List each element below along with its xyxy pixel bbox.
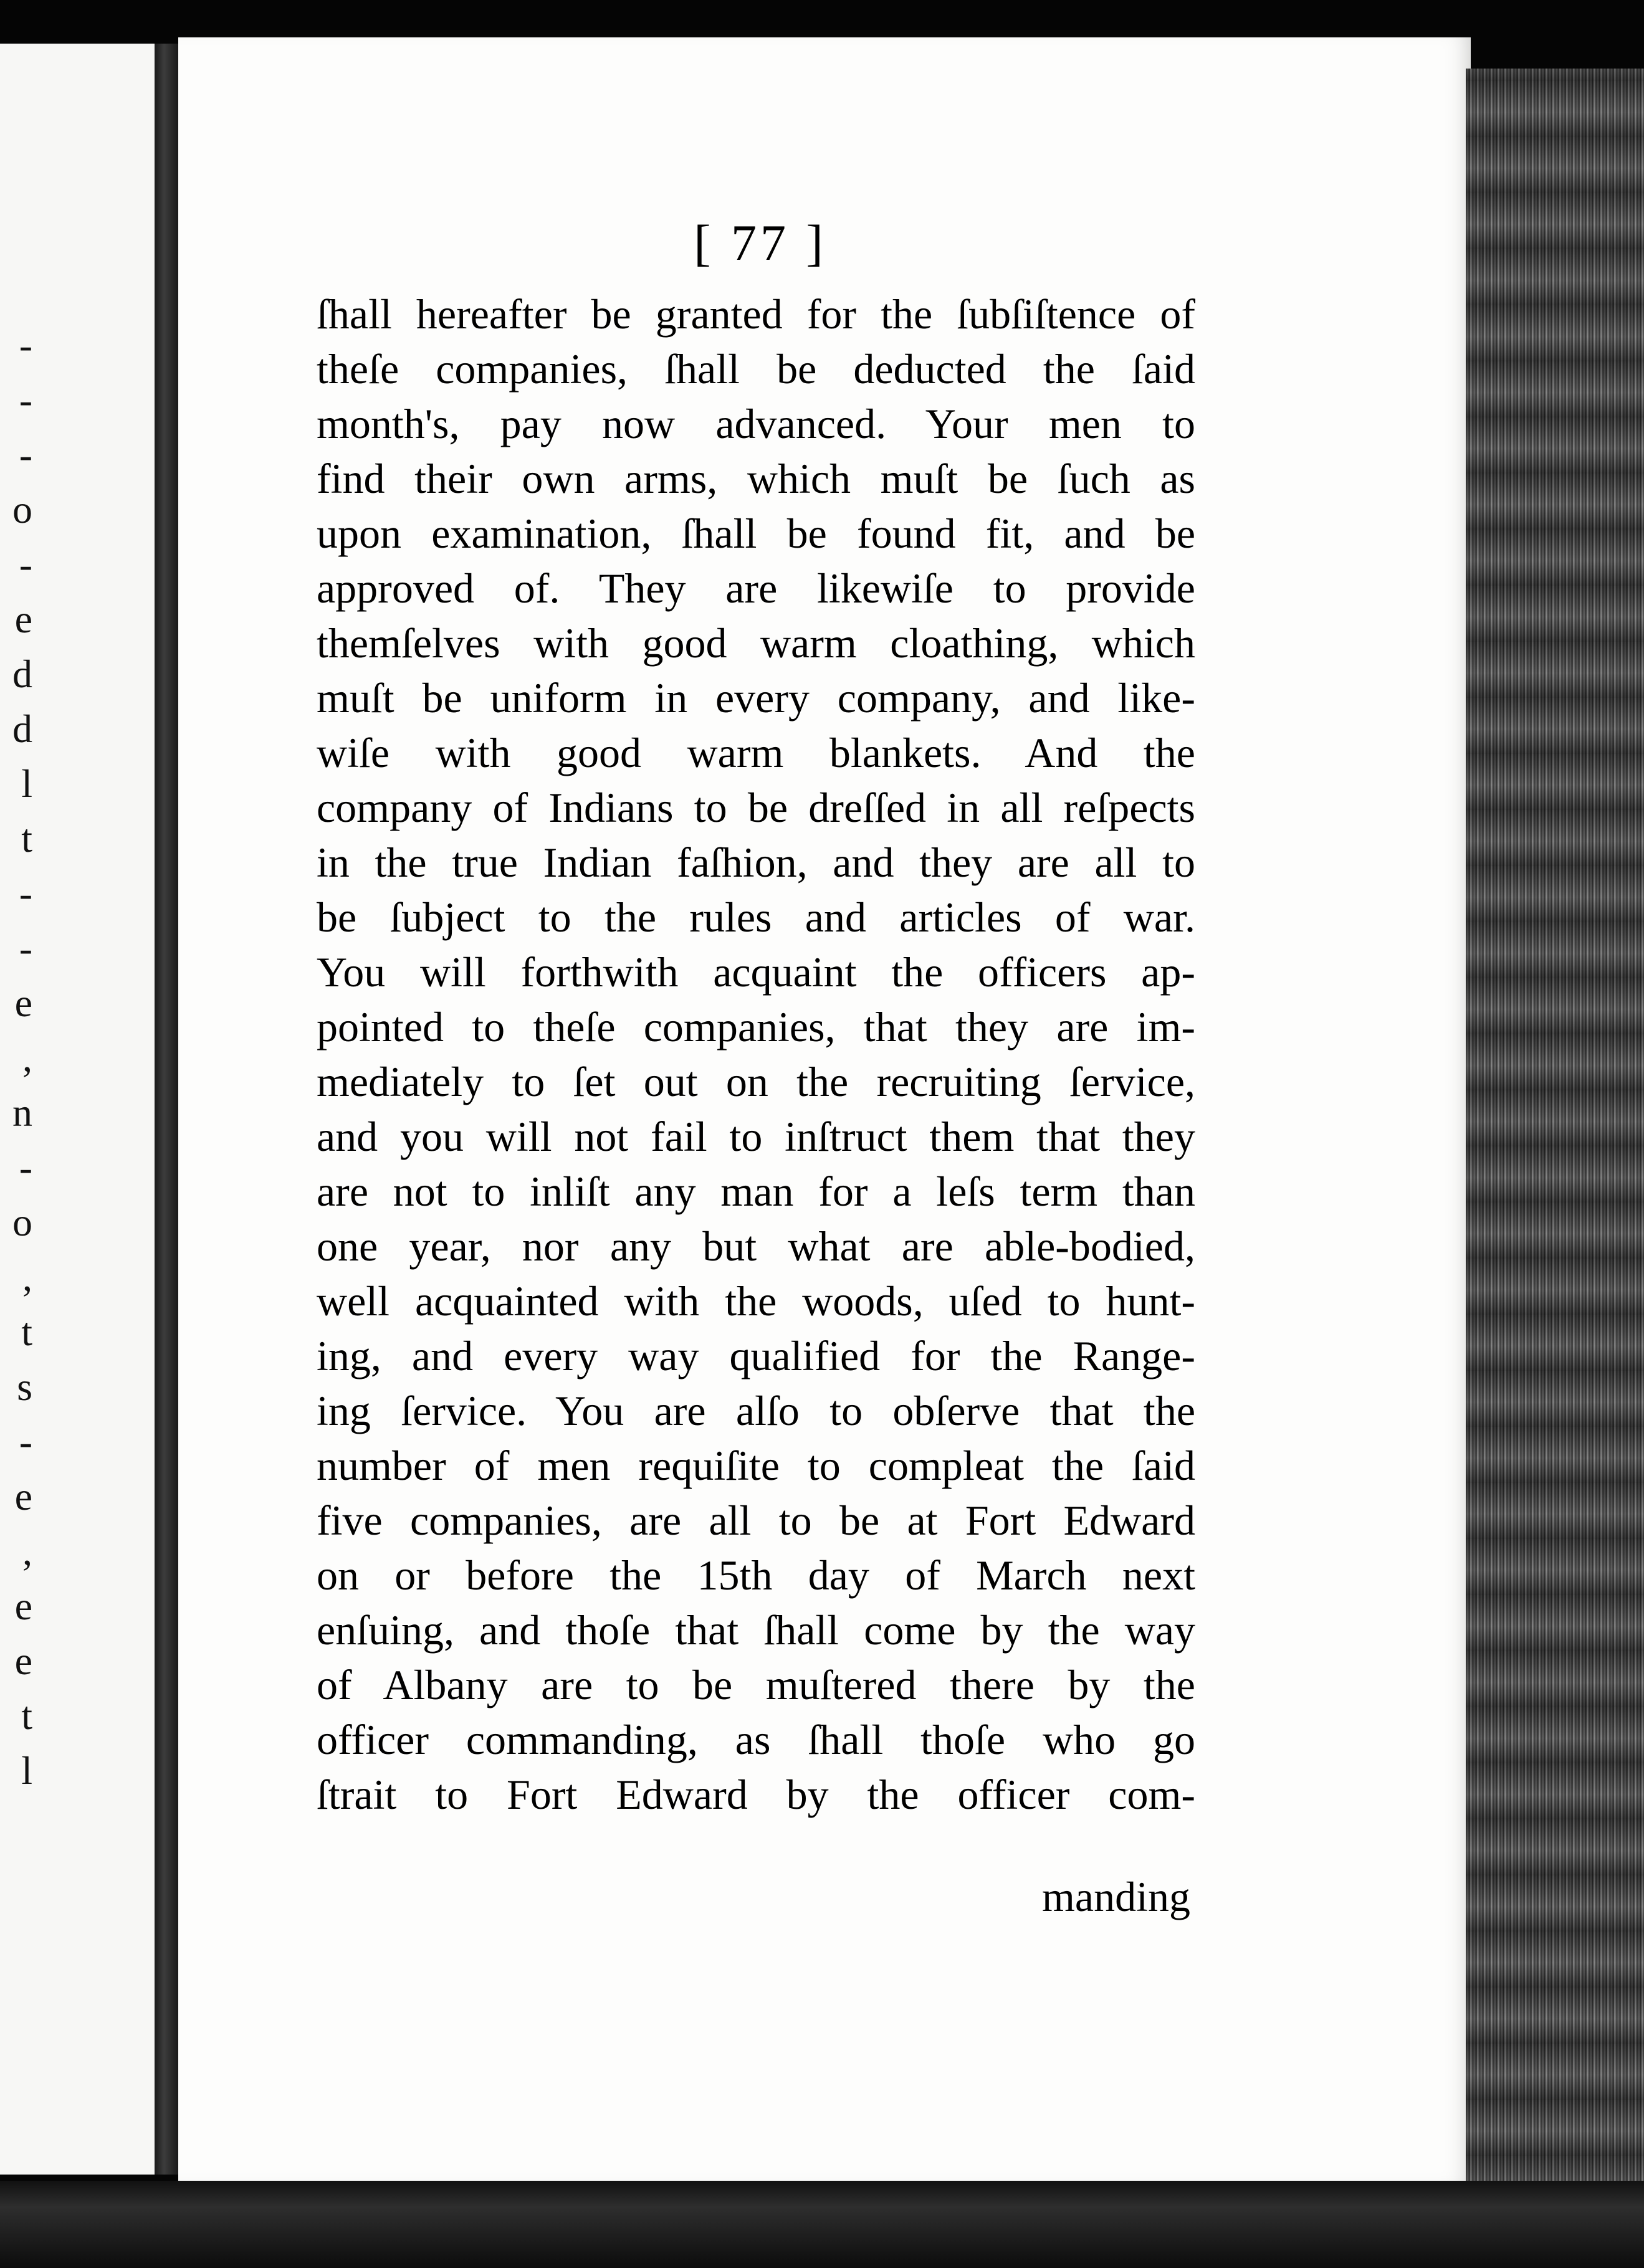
text-line: upon examination, ſhall be found fit, and be — [317, 510, 1195, 557]
book-gutter — [155, 44, 178, 2175]
margin-fragment: e — [14, 981, 32, 1025]
text-line: company of Indians to be dreſſed in all reſpects — [317, 784, 1195, 831]
text-line: pointed to theſe companies, that they are im- — [317, 1003, 1195, 1051]
facing-page-margin-fragments — [0, 318, 37, 2000]
catchword: manding — [1042, 1873, 1190, 1920]
text-line: well acquainted with the woods, uſed to hunt- — [317, 1277, 1195, 1325]
facing-page-left — [0, 44, 155, 2175]
text-line: wiſe with good warm blankets. And the — [317, 729, 1195, 776]
text-line: theſe companies, ſhall be deducted the ſaid — [317, 345, 1195, 393]
text-line: are not to inliſt any man for a leſs term than — [317, 1168, 1195, 1215]
text-line: enſuing, and thoſe that ſhall come by the way — [317, 1606, 1195, 1654]
margin-fragment: - — [19, 871, 32, 915]
page-number: [ 77 ] — [694, 214, 827, 271]
margin-fragment: e — [14, 597, 32, 641]
text-line: ing, and every way qualified for the Range- — [317, 1332, 1195, 1379]
text-line: one year, nor any but what are able-bodied, — [317, 1222, 1195, 1270]
margin-fragment: , — [22, 1529, 32, 1573]
margin-fragment: , — [22, 1036, 32, 1080]
text-line: mediately to ſet out on the recruiting ſervice, — [317, 1058, 1195, 1105]
margin-fragment: e — [14, 1639, 32, 1683]
margin-fragment: s — [17, 1365, 32, 1409]
margin-fragment: t — [21, 1310, 32, 1354]
scan-bottom-edge — [0, 2181, 1644, 2268]
text-line: ſhall hereafter be granted for the ſubſiſtence of — [317, 290, 1195, 338]
margin-fragment: e — [14, 1474, 32, 1518]
text-line: find their own arms, which muſt be ſuch as — [317, 455, 1195, 502]
text-line: month's, pay now advanced. Your men to — [317, 400, 1195, 447]
margin-fragment: t — [21, 816, 32, 860]
text-line: ſtrait to Fort Edward by the officer com- — [317, 1771, 1195, 1818]
margin-fragment: l — [21, 1748, 32, 1793]
margin-fragment: - — [19, 323, 32, 367]
text-line: five companies, are all to be at Fort Edward — [317, 1497, 1195, 1544]
margin-fragment: - — [19, 432, 32, 477]
body-text — [317, 287, 1195, 1822]
margin-fragment: n — [12, 1090, 32, 1135]
margin-fragment: t — [21, 1694, 32, 1738]
margin-fragment: - — [19, 1145, 32, 1189]
text-line: approved of. They are likewiſe to provide — [317, 565, 1195, 612]
margin-fragment: e — [14, 1584, 32, 1628]
margin-fragment: l — [21, 761, 32, 806]
text-line: be ſubject to the rules and articles of war. — [317, 893, 1195, 941]
page-block-edge — [1466, 69, 1644, 2212]
text-line: themſelves with good warm cloathing, which — [317, 619, 1195, 667]
text-line: of Albany are to be muſtered there by the — [317, 1661, 1195, 1708]
text-line: on or before the 15th day of March next — [317, 1551, 1195, 1599]
text-line: number of men requiſite to compleat the ſaid — [317, 1442, 1195, 1489]
margin-fragment: - — [19, 926, 32, 970]
margin-fragment: d — [12, 707, 32, 751]
margin-fragment: d — [12, 652, 32, 696]
margin-fragment: , — [22, 1255, 32, 1299]
text-line: officer commanding, as ſhall thoſe who go — [317, 1716, 1195, 1763]
margin-fragment: - — [19, 542, 32, 586]
text-line: ing ſervice. You are alſo to obſerve that the — [317, 1387, 1195, 1434]
margin-fragment: o — [12, 487, 32, 531]
margin-fragment: - — [19, 1419, 32, 1464]
margin-fragment: o — [12, 1200, 32, 1244]
margin-fragment: - — [19, 378, 32, 422]
text-line: and you will not fail to inſtruct them that they — [317, 1113, 1195, 1160]
text-line: in the true Indian faſhion, and they are all to — [317, 839, 1195, 886]
text-line: You will forthwith acquaint the officers ap- — [317, 948, 1195, 996]
text-line: muſt be uniform in every company, and like- — [317, 674, 1195, 722]
